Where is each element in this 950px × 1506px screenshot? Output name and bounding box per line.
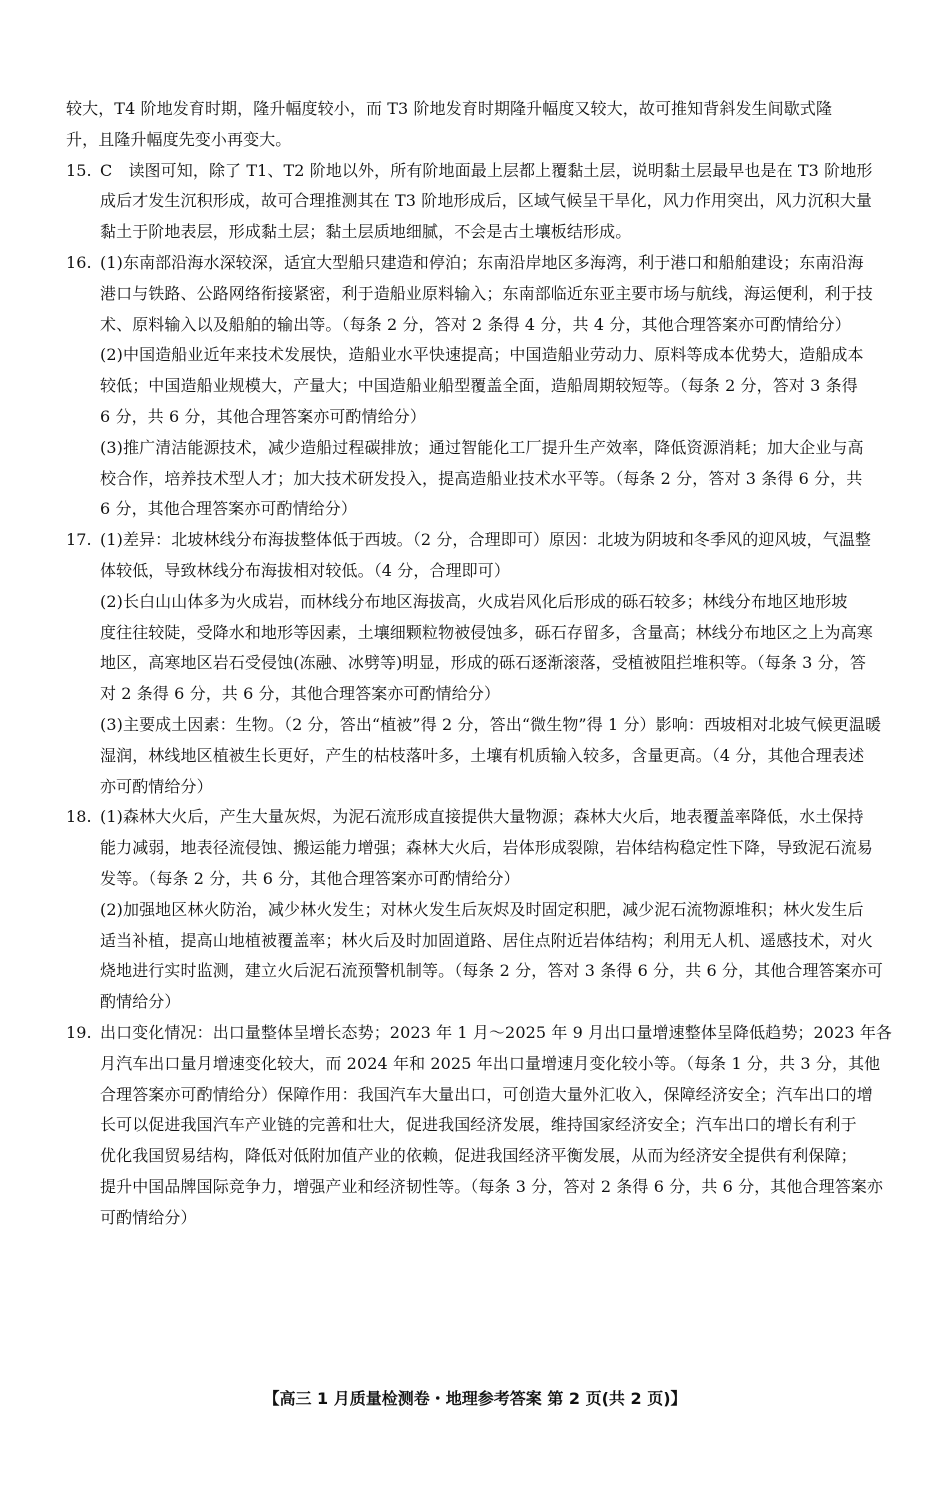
q17-part-3 — [66, 710, 908, 802]
text-line: 提升中国品牌国际竞争力，增强产业和经济韧性等。（每条 3 分，答对 2 条得 6 分，共 6 分，其他合理答案亦 — [100, 1176, 884, 1196]
text-line: 对 2 条得 6 分，共 6 分，其他合理答案亦可酌情给分） — [100, 684, 501, 704]
text-line: 6 分，共 6 分，其他合理答案亦可酌情给分） — [100, 406, 426, 426]
q18-answer — [66, 802, 908, 1018]
text-line: 发等。（每条 2 分，共 6 分，其他合理答案亦可酌情给分） — [100, 868, 520, 888]
text-line: 酌情给分） — [100, 992, 181, 1012]
text-line: 长可以促进我国汽车产业链的完善和壮大，促进我国经济发展，维持国家经济安全；汽车出口的增长有利于 — [100, 1115, 857, 1135]
text-line: 术、原料输入以及船舶的输出等。（每条 2 分，答对 2 条得 4 分，共 4 分，其他合理答案亦可酌情给分） — [100, 314, 851, 334]
text-line: (3)主要成土因素：生物。（2 分，答出“植被”得 2 分，答出“微生物”得 1 分）影响：西坡相对北坡气候更温暖 — [100, 714, 882, 734]
text-line: (3)推广清洁能源技术，减少造船过程碳排放；通过智能化工厂提升生产效率，降低资源消耗；加大企业与高 — [100, 437, 864, 457]
text-line: 月汽车出口量月增速变化较大，而 2024 年和 2025 年出口量增速月变化较小等。（每条 1 分，共 3 分，其他 — [100, 1053, 881, 1073]
text-line: 度往往较陡，受降水和地形等因素，土壤细颗粒物被侵蚀多，砾石存留多，含量高；林线分布地区之上为高寒 — [100, 622, 873, 642]
question-number: 17. — [66, 530, 92, 550]
text-line: C 读图可知，除了 T1、T2 阶地以外，所有阶地面最上层都上覆黏土层，说明黏土层最早也是在 T3 阶地形 — [100, 160, 873, 180]
text-line: 体较低，导致林线分布海拔相对较低。（4 分，合理即可） — [100, 560, 510, 580]
q17-part-1 — [66, 525, 908, 587]
q16-part-2 — [66, 340, 908, 432]
text-line: 湿润，林线地区植被生长更好，产生的枯枝落叶多，土壤有机质输入较多，含量更高。（4 分，其他合理表述 — [100, 745, 865, 765]
page-footer — [0, 1386, 950, 1409]
text-line: 升，且隆升幅度先变小再变大。 — [66, 129, 292, 149]
question-number: 19. — [66, 1022, 92, 1042]
text-line: 校合作，培养技术型人才；加大技术研发投入，提高造船业技术水平等。（每条 2 分，答对 3 条得 6 分，共 — [100, 468, 863, 488]
q15-answer — [66, 156, 908, 248]
footer-page-number: 第 2 页(共 2 页) — [547, 1389, 671, 1408]
q17-answer — [66, 525, 908, 802]
text-line: 合理答案亦可酌情给分）保障作用：我国汽车大量出口，可创造大量外汇收入，保障经济安全；汽车出口的增 — [100, 1084, 873, 1104]
q19-answer — [66, 1018, 908, 1234]
question-number: 18. — [66, 807, 92, 827]
q14-continuation — [66, 94, 908, 156]
q16-part-1 — [66, 248, 908, 340]
text-line: 地区，高寒地区岩石受侵蚀(冻融、冰劈等)明显，形成的砾石逐渐滚落，受植被阻拦堆积等。（每条 3 分，答 — [100, 653, 866, 673]
text-line: 可酌情给分） — [100, 1207, 197, 1227]
question-number: 15. — [66, 160, 92, 180]
text-line: 烧地进行实时监测，建立火后泥石流预警机制等。（每条 2 分，答对 3 条得 6 分，共 6 分，其他合理答案亦可 — [100, 961, 884, 981]
footer-bracket-open: 【 — [263, 1389, 280, 1408]
text-line: 能力减弱，地表径流侵蚀、搬运能力增强；森林大火后，岩体形成裂隙，岩体结构稳定性下降，导致泥石流易 — [100, 838, 873, 858]
text-line: 亦可酌情给分） — [100, 776, 213, 796]
text-line: 6 分，其他合理答案亦可酌情给分） — [100, 499, 357, 519]
text-line: 黏土于阶地表层，形成黏土层；黏土层质地细腻，不会是古土壤板结形成。 — [100, 222, 632, 242]
footer-title: 高三 1 月质量检测卷・地理参考答案 — [279, 1389, 542, 1408]
q18-part-1 — [66, 802, 908, 894]
text-line: 较大，T4 阶地发育时期，隆升幅度较小，而 T3 阶地发育时期隆升幅度又较大，故可推知背斜发生间歇式隆 — [66, 99, 833, 118]
q18-part-2 — [66, 895, 908, 1018]
q17-part-2 — [66, 587, 908, 710]
text-line: 出口变化情况：出口量整体呈增长态势；2023 年 1 月～2025 年 9 月出口量增速整体呈降低趋势；2023 年各 — [100, 1022, 893, 1042]
question-number: 16. — [66, 252, 92, 272]
answer-content — [66, 94, 908, 1233]
text-line: 港口与铁路、公路网络衔接紧密，利于造船业原料输入；东南部临近东亚主要市场与航线，海运便利，利于技 — [100, 283, 873, 303]
text-line: (1)东南部沿海水深较深，适宜大型船只建造和停泊；东南沿岸地区多海湾，利于港口和船舶建设；东南沿海 — [100, 252, 864, 272]
text-line: 适当补植，提高山地植被覆盖率；林火后及时加固道路、居住点附近岩体结构；利用无人机、遥感技术，对火 — [100, 930, 873, 950]
q16-part-3 — [66, 433, 908, 525]
text-line: 优化我国贸易结构，降低对低附加值产业的依赖，促进我国经济平衡发展，从而为经济安全提供有利保障； — [100, 1146, 857, 1166]
text-line: (1)森林大火后，产生大量灰烬，为泥石流形成直接提供大量物源；森林大火后，地表覆盖率降低，水土保持 — [100, 807, 864, 827]
footer-bracket-close: 】 — [670, 1389, 687, 1408]
q16-answer — [66, 248, 908, 525]
text-line: 较低；中国造船业规模大，产量大；中国造船业船型覆盖全面，造船周期较短等。（每条 2 分，答对 3 条得 — [100, 376, 858, 396]
text-line: 成后才发生沉积形成，故可合理推测其在 T3 阶地形成后，区域气候呈干旱化，风力作用突出，风力沉积大量 — [100, 191, 873, 211]
text-line: (2)加强地区林火防治，减少林火发生；对林火发生后灰烬及时固定积肥，减少泥石流物源堆积；林火发生后 — [100, 899, 864, 919]
text-line: (2)中国造船业近年来技术发展快，造船业水平快速提高；中国造船业劳动力、原料等成本优势大，造船成本 — [100, 345, 864, 365]
text-line: (2)长白山山体多为火成岩，而林线分布地区海拔高，火成岩风化后形成的砾石较多；林线分布地区地形坡 — [100, 591, 848, 611]
text-line: (1)差异：北坡林线分布海拔整体低于西坡。（2 分，合理即可）原因：北坡为阴坡和冬季风的迎风坡，气温整 — [100, 530, 872, 550]
